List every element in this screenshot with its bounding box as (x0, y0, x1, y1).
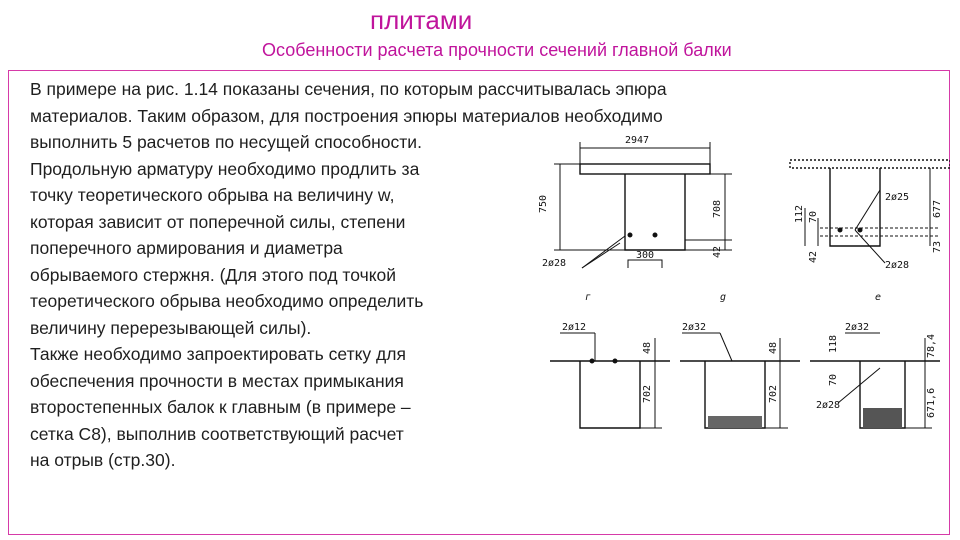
text-line: выполнить 5 расчетов по несущей способности. (30, 132, 422, 152)
dim-label: 70 (828, 373, 839, 386)
text-line: обрываемого стержня. (Для этого под точкой (30, 264, 397, 285)
section-label: г (585, 292, 592, 303)
text-line: В примере на рис. 1.14 показаны сечения, по которым рассчитывалась эпюра (30, 79, 667, 99)
dim-label: 42 (712, 245, 723, 258)
dim-label: 677 (932, 199, 943, 218)
dim-label: 702 (768, 384, 779, 403)
dim-label: 42 (808, 250, 819, 263)
dim-label: 708 (712, 199, 723, 218)
dim-label: 118 (828, 334, 839, 353)
dim-label: 78,4 (926, 333, 937, 358)
dim-label: 73 (932, 240, 943, 253)
rebar-label: 2ø12 (562, 322, 587, 333)
rebar-label: 2ø32 (845, 322, 870, 333)
page-title: плитами (370, 5, 473, 35)
rebar-label: 2ø25 (885, 192, 910, 203)
text-line: материалов. Таким образом, для построения эпюры материалов необходимо (30, 105, 663, 126)
section-lower-2 (680, 333, 800, 428)
dim-label: 48 (642, 341, 653, 354)
dim-label: 750 (538, 194, 549, 213)
text-line: Также необходимо запроектировать сетку для (30, 344, 406, 364)
dim-label: 2947 (625, 135, 650, 146)
dim-label: 112 (794, 204, 805, 223)
text-line: теоретического обрыва необходимо определить (30, 291, 424, 311)
section-label: е (875, 292, 882, 303)
dim-label: 702 (642, 384, 653, 403)
text-line: на отрыв (стр.30). (30, 450, 176, 470)
dim-label: 70 (808, 210, 819, 223)
dim-label: 300 (636, 250, 655, 261)
text-line: которая зависит от поперечной силы, степени (30, 211, 406, 232)
section-label: g (720, 292, 727, 303)
text-line: сетка С8), выполнив соответствующий расчет (30, 423, 404, 444)
text-line: величину перерезывающей силы). (30, 317, 312, 338)
beam-sections-drawing (520, 118, 950, 440)
text-line: обеспечения прочности в местах примыкания (30, 370, 404, 391)
slide-subtitle: Особенности расчета прочности сечений главной балки (262, 40, 732, 60)
text-line: точку теоретического обрыва на величину w, (30, 185, 395, 205)
text-line: поперечного армирования и диаметра (30, 238, 343, 258)
rebar-label: 2ø28 (885, 260, 910, 271)
dim-label: 48 (768, 341, 779, 354)
text-line: Продольную арматуру необходимо продлить за (30, 158, 420, 179)
text-line: второстепенных балок к главным (в примере – (30, 397, 411, 417)
rebar-label: 2ø28 (816, 400, 841, 411)
dim-label: 671,6 (926, 387, 937, 418)
rebar-label: 2ø32 (682, 322, 707, 333)
rebar-label: 2ø28 (542, 258, 567, 269)
